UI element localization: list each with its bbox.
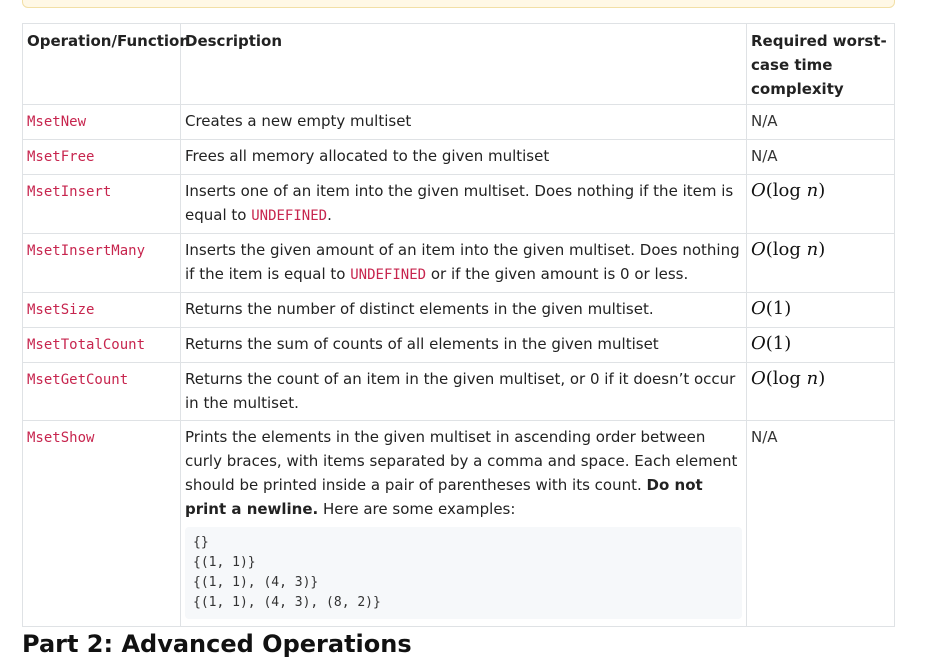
description [181,234,747,293]
table-row [23,363,895,421]
table-row [23,293,895,328]
complexity: N/A [751,112,778,130]
table-header-row [23,24,895,105]
function-name: MsetGetCount [27,372,129,388]
table-row [23,234,895,293]
complexity: O(1) [751,333,792,354]
function-name: MsetInsert [27,184,112,200]
table-row [23,105,895,140]
description-text: Inserts one of an item into the given multiset. Does nothing if the item is equal to [185,182,734,224]
description [181,421,747,627]
complexity: N/A [751,147,778,165]
code-examples: {} {(1, 1)} {(1, 1), (4, 3)} {(1, 1), (4, 3), (8, 2)} [185,527,742,619]
description: Frees all memory allocated to the given multiset [181,140,747,175]
note-box [22,0,895,8]
complexity: O(1) [751,298,792,319]
section-heading: Part 2: Advanced Operations [22,630,412,658]
description: Returns the number of distinct elements in the given multiset. [181,293,747,328]
operations-table [22,23,895,627]
description: Creates a new empty multiset [181,105,747,140]
header-complexity: Required worst-case time complexity [747,24,895,105]
table-row [23,175,895,234]
description: Returns the count of an item in the given multiset, or 0 if it doesn’t occur in the multiset. [181,363,747,421]
table-row [23,421,895,627]
description-text: or if the given amount is 0 or less. [426,265,689,283]
function-name: MsetShow [27,430,95,446]
header-operation: Operation/Function [23,24,181,105]
table-row [23,140,895,175]
function-name: MsetFree [27,149,95,165]
description-text: Inserts the given amount of an item into the given multiset. Does nothing if the item is equal to [185,241,740,283]
function-name: MsetTotalCount [27,337,146,353]
complexity: N/A [751,428,778,446]
description-text: Prints the elements in the given multiset in ascending order between curly braces, with items separated by a comma and space. Each element should be printed inside a pair of parentheses with its count. [185,428,738,494]
table-row [23,328,895,363]
complexity: O(log n) [751,180,826,201]
function-name: MsetSize [27,302,95,318]
undefined-code: UNDEFINED [251,208,328,224]
description-text: Here are some examples: [318,500,516,518]
complexity: O(log n) [751,368,826,389]
bold-note: Do not print a newline. [185,476,703,518]
function-name: MsetNew [27,114,87,130]
undefined-code: UNDEFINED [350,267,427,283]
description [181,175,747,234]
function-name: MsetInsertMany [27,243,146,259]
complexity: O(log n) [751,239,826,260]
description-text: . [327,206,332,224]
header-description: Description [181,24,747,105]
description: Returns the sum of counts of all elements in the given multiset [181,328,747,363]
